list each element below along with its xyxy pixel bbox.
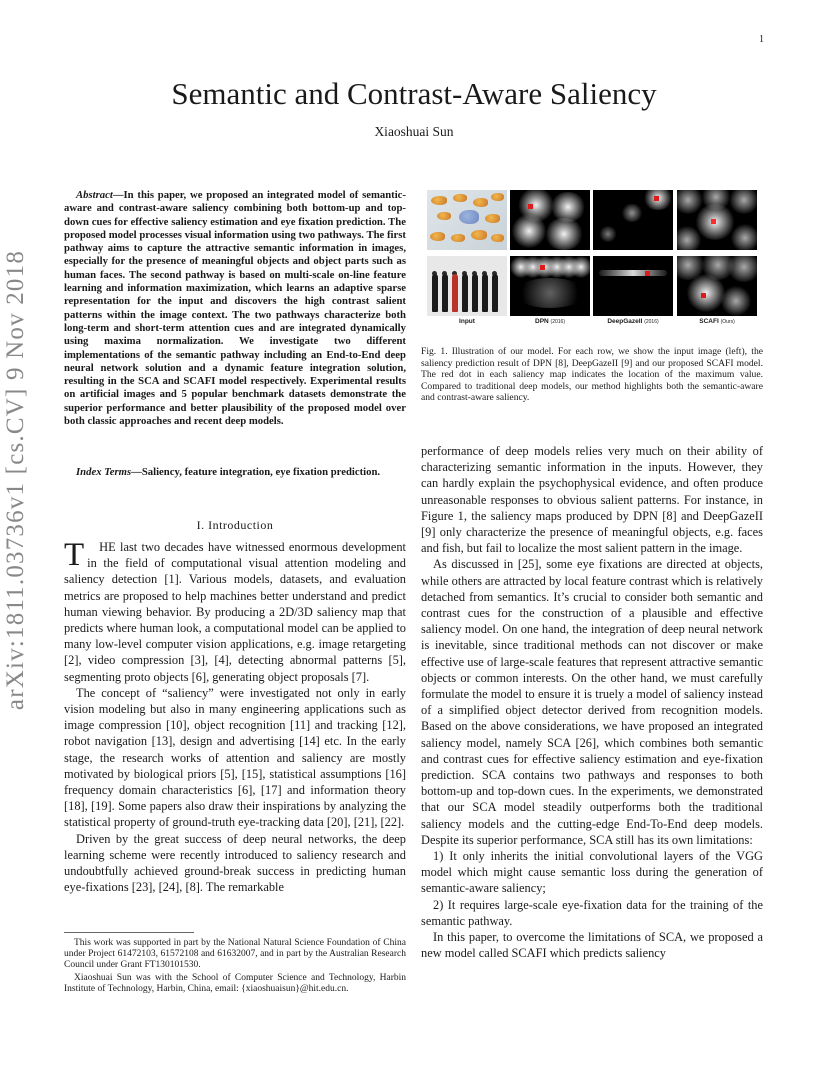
- figure-label-dpn: DPN (2016): [535, 318, 565, 325]
- footnote-affiliation: Xiaoshuai Sun was with the School of Computer Science and Technology, Harbin Institute of Technology, Harbin, China, email: {xiaoshuaisun}@hit.edu.cn.: [64, 972, 406, 994]
- figure-label-deepgaze: DeepGazeII (2016): [607, 318, 659, 325]
- abstract: [64, 189, 406, 428]
- saliency-map-dpn-2: [510, 256, 590, 316]
- right-paragraph-1: performance of deep models relies very much on their ability of characterizing semantic information in the inputs. However, they can hardly explain the psychophysical evidence, and often produce unreasonable responses to obvious salient patterns. For instance, in Figure 1, the saliency maps produced by DPN [8] and DeepGazeII [9] only characterize the presence of meaningful objects, e.g. faces and fish, but fail to localize the most salient pattern in the image.: [421, 444, 763, 556]
- index-terms-lead: Index Terms: [76, 466, 132, 478]
- saliency-map-deepgaze-2: [593, 256, 673, 316]
- section-heading: I. Introduction: [196, 518, 274, 532]
- right-paragraph-2: As discussed in [25], some eye fixations are directed at objects, while others are attracted by local feature contrast which is relatively detached from semantics. It’s crucial to consider both semantic and contrast cues for the construction of a plausible and effective saliency model. On one hand, the integration of deep neural network is inevitable, since traditional methods can not discover or make effective use of large-scale features that represent attractive semantic objects or common interests. On the other hand, we must carefully formulate the model to ensure it is truely a model of saliency instead of a simplified object detector derived from recognition models. Based on the above considerations, we have proposed an integrated saliency model, namely SCA [26], which combines both semantic and contrast cues for effective saliency estimation and eye-fixation prediction. SCA contains two pathways and responses to both bottom-up and top-down cues. In the experiments, we demonstrated that our SCA model steadily outperforms both the traditional saliency models and the cutting-edge End-To-End deep models. Despite its superior performance, SCA still has its own limitations:: [421, 557, 763, 847]
- saliency-map-scafi-2: [677, 256, 757, 316]
- right-paragraph-4: 2) It requires large-scale eye-fixation data for the training of the semantic pathway.: [421, 897, 763, 928]
- author-name: Xiaoshuai Sun: [374, 124, 454, 139]
- saliency-map-deepgaze-1: [593, 190, 673, 250]
- paper-title: Semantic and Contrast-Aware Saliency: [171, 76, 657, 111]
- abstract-lead: Abstract: [76, 189, 113, 201]
- footnotes: [64, 938, 406, 996]
- index-terms: [64, 466, 406, 479]
- introduction-text: [64, 539, 406, 895]
- drop-cap: T: [64, 537, 85, 573]
- figure-1: [421, 188, 763, 330]
- intro-p1-text: HE last two decades have witnessed enormous development in the field of computational visual attention modeling and saliency detection [1]. Various models, datasets, and evaluation metrics are proposed to help machines better understand and predict human viewing behavior. By producing a 2D/3D saliency map that predicts where human look, a computational model can be applied to many low-level computer vision applications, e.g. image retargeting [2], video compression [3], [4], detecting abnormal patterns [5], segmenting proto objects [6], generating object proposals [7].: [64, 540, 406, 684]
- figure-label-input: Input: [459, 318, 475, 325]
- intro-paragraph-1: [64, 539, 406, 685]
- figure-label-scafi: SCAFI (Ours): [699, 318, 735, 325]
- figure-caption: Fig. 1. Illustration of our model. For each row, we show the input image (left), the saliency prediction result of DPN [8], DeepGazeII [9] and our proposed SCAFI model. The red dot in each saliency map indicates the location of the maximum value. Compared to traditional deep models, our method highlights both the semantic-aware and contrast-aware saliency.: [421, 346, 763, 404]
- right-paragraph-3: 1) It only inherits the initial convolutional layers of the VGG model which might cause semantic loss during the generation of semantic-aware saliency;: [421, 849, 763, 896]
- input-image-fish: [427, 190, 507, 250]
- saliency-map-dpn-1: [510, 190, 590, 250]
- index-terms-text: —Saliency, feature integration, eye fixation prediction.: [131, 466, 381, 478]
- saliency-map-scafi-1: [677, 190, 757, 250]
- abstract-text: —In this paper, we proposed an integrated model of semantic-aware and contrast-aware saliency combining both bottom-up and top-down cues for effective saliency estimation and eye fixation prediction. The proposed model processes visual information using two pathways. The first pathway aims to capture the attractive semantic information in images, especially for the presence of meaningful objects and object parts such as human faces. The second pathway is based on multi-scale on-line feature learning and information maximization, which learns an adaptive sparse representation for the input and discovers the high contrast salient patterns within the image context. The two pathways characterize both long-term and short-term attention cues and are integrated dynamically using maxima normalization. We investigate two different implementations of the semantic pathway including an End-to-End deep neural network solution and a dynamic feature integration solution, resulting in the SCA and SCAFI model respectively. Experimental results on artificial images and 5 popular benchmark datasets demonstrate the superior performance and better plausibility of the proposed model over both classic approaches and recent deep models.: [64, 189, 406, 428]
- footnote-rule: [64, 932, 194, 933]
- right-paragraph-5: In this paper, to overcome the limitations of SCA, we proposed a new model called SCAFI which predicts saliency: [421, 930, 763, 961]
- page-number: 1: [759, 34, 764, 45]
- intro-paragraph-3: Driven by the great success of deep neural networks, the deep learning scheme were recently introduced to saliency research and undoubtfully achieved ground-break success in predicting human eye-fixations [23], [24], [8]. The remarkable: [64, 831, 406, 895]
- intro-paragraph-2: The concept of “saliency” were investigated not only in early vision modeling but also in many engineering applications such as image compression [10], object recognition [11] and tracking [12], robot navigation [13], design and advertising [14] etc. In the early stage, the research works of attention and saliency are mostly motivated by biological priors [5], [15], statistical assumptions [16] frequency domain characteristics [6], [17] and information theory [18], [19]. Some papers also draw their inspirations by analyzing the statistical property of ground-truth eye-tracking data [20], [21], [22].: [64, 685, 406, 830]
- arxiv-stamp: arXiv:1811.03736v1 [cs.CV] 9 Nov 2018: [2, 249, 29, 711]
- input-image-people: [427, 256, 507, 316]
- right-column-text: [421, 443, 763, 962]
- footnote-funding: This work was supported in part by the National Natural Science Foundation of China under Project 61472103, 61572108 and 61632007, and in part by the Australian Research Council under Grant FT130101530.: [64, 938, 406, 971]
